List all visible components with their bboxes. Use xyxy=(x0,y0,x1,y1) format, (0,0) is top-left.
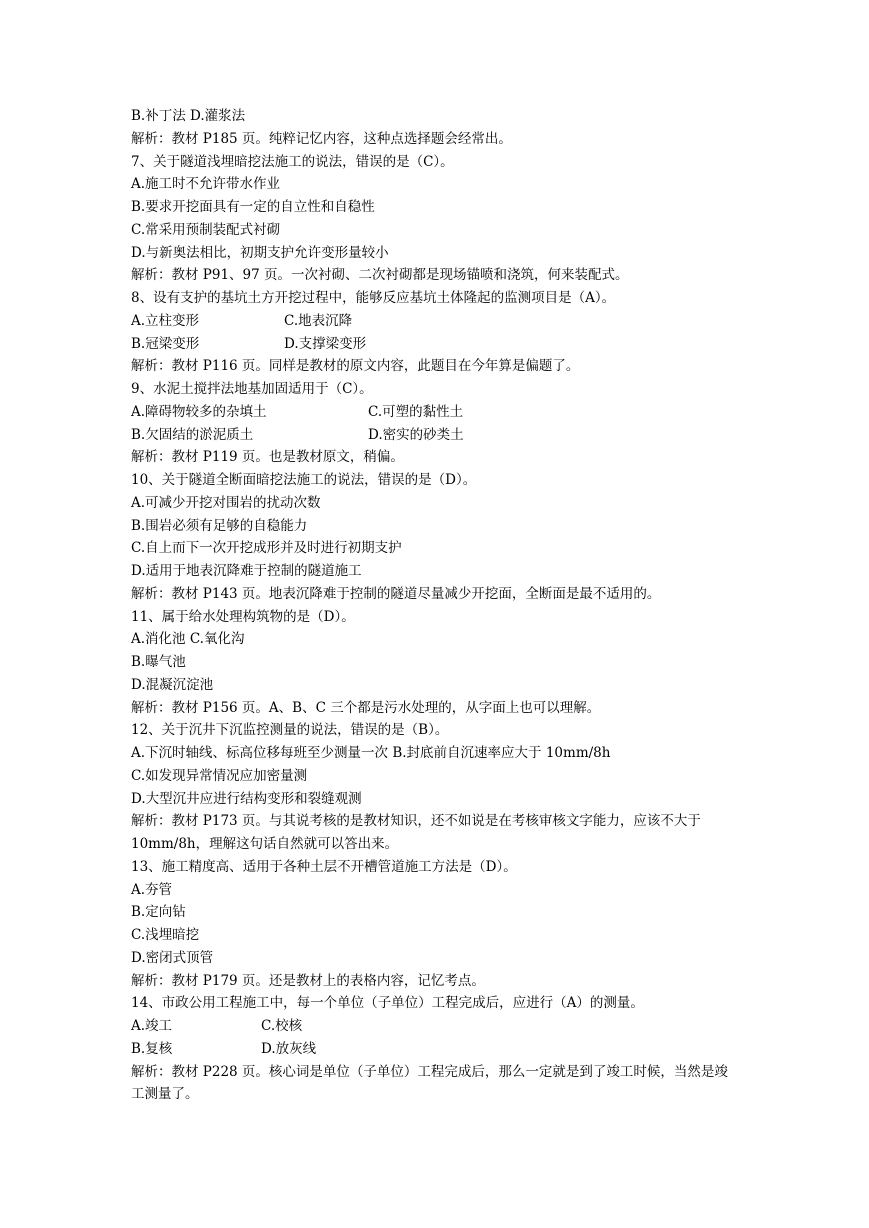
analysis-line: 解析：教材 P185 页。纯粹记忆内容，这种点选择题会经常出。 xyxy=(131,130,512,147)
analysis-line: 解析：教材 P91、97 页。一次衬砌、二次衬砌都是现场锚喷和浇筑，何来装配式。 xyxy=(131,267,629,284)
analysis-line: 解析：教材 P116 页。同样是教材的原文内容，此题目在今年算是偏题了。 xyxy=(131,358,580,375)
option-a: A.障碍物较多的杂填土 xyxy=(131,403,267,420)
question-11: 11、属于给水处理构筑物的是（D）。 xyxy=(131,608,355,625)
option-line: D.混凝沉淀池 xyxy=(131,676,214,693)
option-line: A.下沉时轴线、标高位移每班至少测量一次 B.封底前自沉速率应大于 10mm/8h xyxy=(131,745,611,761)
question-8: 8、设有支护的基坑土方开挖过程中，能够反应基坑土体隆起的监测项目是（A）。 xyxy=(131,290,616,306)
option-line: B.围岩必须有足够的自稳能力 xyxy=(131,517,308,534)
option-row xyxy=(131,1015,741,1038)
question-9: 9、水泥土搅拌法地基加固适用于（C）。 xyxy=(131,381,373,397)
option-line: A.夯管 xyxy=(131,881,173,898)
analysis-paragraph: 解析：教材 P173 页。与其说考核的是教材知识，还不如说是在考核审核文字能力，应该不大于 10mm/8h，理解这句话自然就可以答出来。 xyxy=(131,813,701,852)
question-13: 13、施工精度高、适用于各种土层不开槽管道施工方法是（D）。 xyxy=(131,858,517,875)
question-12: 12、关于沉井下沉监控测量的说法，错误的是（B）。 xyxy=(131,722,449,739)
option-row xyxy=(131,1038,741,1061)
document-body xyxy=(131,105,741,1106)
option-line: B.曝气池 xyxy=(131,654,186,670)
option-d: D.支撑梁变形 xyxy=(284,335,367,352)
analysis-line: 解析：教材 P156 页。A、B、C 三个都是污水处理的，从字面上也可以理解。 xyxy=(131,699,601,716)
option-line: C.常采用预制装配式衬砌 xyxy=(131,221,281,238)
option-row xyxy=(131,424,741,447)
option-d: D.密实的砂类土 xyxy=(368,426,464,443)
analysis-paragraph: 解析：教材 P228 页。核心词是单位（子单位）工程完成后，那么一定就是到了竣工时候，当然是竣工测量了。 xyxy=(131,1063,728,1103)
option-a: A.立柱变形 xyxy=(131,312,200,329)
analysis-line: 解析：教材 P119 页。也是教材原文，稍偏。 xyxy=(131,449,404,466)
analysis-line: 解析：教材 P143 页。地表沉降难于控制的隧道尽量减少开挖面，全断面是最不适用的。 xyxy=(131,585,661,602)
option-line: D.适用于地表沉降难于控制的隧道施工 xyxy=(131,563,362,579)
option-b: B.复核 xyxy=(131,1040,173,1057)
option-c: C.校核 xyxy=(261,1018,303,1034)
option-line: D.大型沉井应进行结构变形和裂缝观测 xyxy=(131,790,362,807)
option-line: B.定向钻 xyxy=(131,904,186,921)
option-line: C.如发现异常情况应加密量测 xyxy=(131,767,308,784)
option-line: D.密闭式顶管 xyxy=(131,949,214,966)
option-line: A.可减少开挖对围岩的扰动次数 xyxy=(131,494,321,511)
option-line: B.要求开挖面具有一定的自立性和自稳性 xyxy=(131,199,375,215)
option-line: A.施工时不允许带水作业 xyxy=(131,176,281,193)
option-b: B.冠梁变形 xyxy=(131,335,200,352)
option-c: C.可塑的黏性土 xyxy=(368,403,464,420)
option-row xyxy=(131,310,741,333)
option-line: C.浅埋暗挖 xyxy=(131,927,200,943)
option-line: C.自上而下一次开挖成形并及时进行初期支护 xyxy=(131,540,402,557)
option-b: B.欠固结的淤泥质土 xyxy=(131,426,254,443)
option-row xyxy=(131,401,741,424)
question-14: 14、市政公用工程施工中，每一个单位（子单位）工程完成后，应进行（A）的测量。 xyxy=(131,995,644,1012)
option-a: A.竣工 xyxy=(131,1018,173,1034)
option-c: C.地表沉降 xyxy=(284,312,353,329)
option-line: D.与新奥法相比，初期支护允许变形量较小 xyxy=(131,244,389,261)
analysis-line: 解析：教材 P179 页。还是教材上的表格内容，记忆考点。 xyxy=(131,972,485,989)
question-7: 7、关于隧道浅埋暗挖法施工的说法，错误的是（C）。 xyxy=(131,153,454,170)
option-line: A.消化池 C.氧化沟 xyxy=(131,631,245,648)
option-row xyxy=(131,333,741,356)
question-10: 10、关于隧道全断面暗挖法施工的说法，错误的是（D）。 xyxy=(131,472,477,488)
option-d: D.放灰线 xyxy=(261,1040,317,1057)
text-line: B.补丁法 D.灌浆法 xyxy=(131,108,246,124)
